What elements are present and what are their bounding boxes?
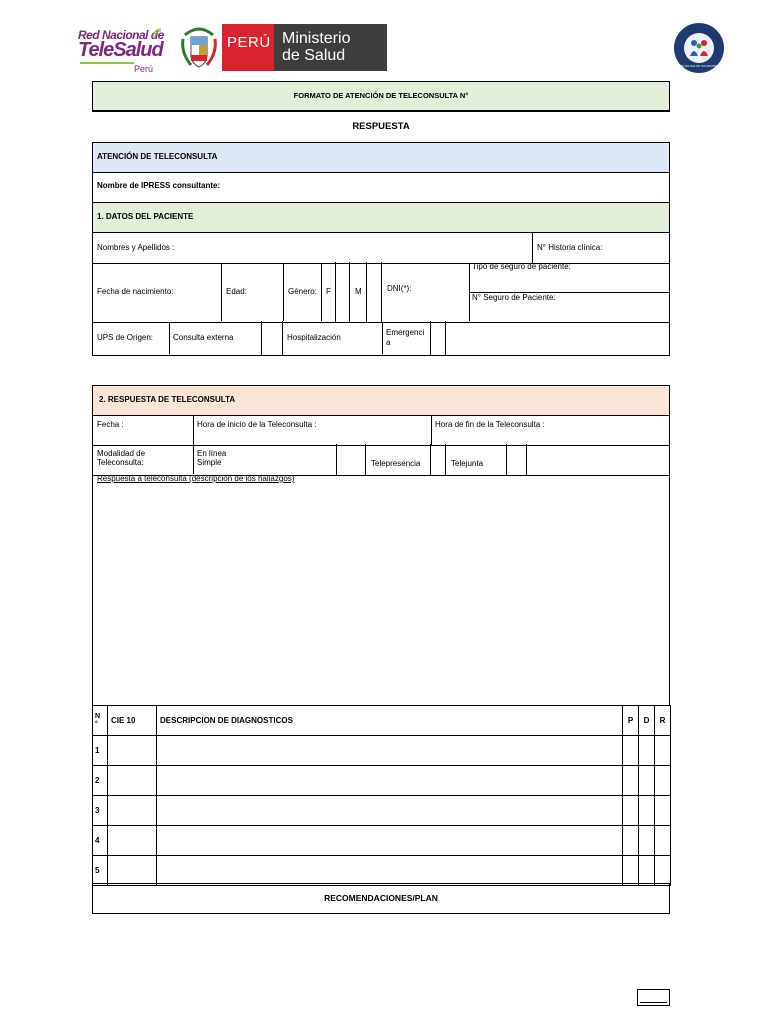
cie-cell[interactable] (108, 826, 157, 856)
r-cell[interactable] (655, 766, 671, 796)
p-cell[interactable] (623, 796, 639, 826)
seal-people-icon (688, 38, 710, 58)
ups-label: UPS de Origen: (97, 333, 154, 342)
col-n-1: N (95, 712, 101, 720)
table-row (93, 766, 671, 796)
en-linea-label-1: En línea (197, 449, 227, 458)
genero-label: Género: (288, 287, 317, 296)
nacimiento-row (92, 263, 670, 323)
telepresencia-label: Telepresencia (371, 459, 421, 468)
col-p: P (623, 706, 639, 736)
emergencia-label-2: a (386, 338, 391, 347)
paciente-header (92, 202, 670, 233)
emergencia-label-1: Emergenci (386, 328, 425, 337)
peru-brand-label: PERÚ (227, 34, 271, 51)
recomendaciones-row (92, 883, 670, 914)
tipo-seguro-label: Tipo de seguro de paciente: (472, 262, 571, 271)
p-cell[interactable] (623, 826, 639, 856)
genero-m-label: M (355, 287, 362, 296)
row-number: 3 (93, 796, 108, 826)
en-linea-label-2: Simple (197, 458, 222, 467)
row-number: 2 (93, 766, 108, 796)
cie-cell[interactable] (108, 766, 157, 796)
form-title: FORMATO DE ATENCIÓN DE TELECONSULTA N° (293, 91, 469, 100)
r-cell[interactable] (655, 796, 671, 826)
desc-cell[interactable] (157, 736, 623, 766)
col-n-2: ° (95, 720, 98, 728)
telesalud-logo-line2: TeleSalud (78, 39, 163, 61)
r-cell[interactable] (655, 736, 671, 766)
historia-label: N° Historia clínica: (537, 243, 603, 252)
emergencia-checkbox[interactable] (430, 321, 446, 355)
fecha-row (92, 415, 670, 446)
p-cell[interactable] (623, 856, 639, 886)
peru-brand-block (222, 24, 274, 71)
hospitalizacion-label: Hospitalización (287, 333, 341, 342)
telesalud-logo-line1: Red Nacional de (78, 28, 164, 42)
table-row (93, 736, 671, 766)
col-r: R (655, 706, 671, 736)
diagnosticos-header-row (93, 706, 671, 736)
d-cell[interactable] (639, 736, 655, 766)
en-linea-checkbox[interactable] (336, 444, 366, 475)
desc-cell[interactable] (157, 766, 623, 796)
respuesta-header-label: 2. RESPUESTA DE TELECONSULTA (99, 395, 236, 404)
atencion-header-label: ATENCIÓN DE TELECONSULTA (97, 152, 218, 161)
p-cell[interactable] (623, 736, 639, 766)
consulta-externa-checkbox[interactable] (261, 321, 283, 355)
d-cell[interactable] (639, 796, 655, 826)
telepresencia-checkbox[interactable] (430, 444, 446, 475)
minsa-brand-block (274, 24, 387, 71)
fecha-nac-label: Fecha de nacimiento: (97, 287, 174, 296)
num-seguro-label: N° Seguro de Paciente: (472, 293, 556, 302)
cie-cell[interactable] (108, 856, 157, 886)
row-number: 4 (93, 826, 108, 856)
ups-row (92, 322, 670, 356)
r-cell[interactable] (655, 856, 671, 886)
fecha-label: Fecha : (97, 420, 124, 429)
telesalud-logo (78, 28, 164, 78)
consulta-externa-label: Consulta externa (173, 333, 234, 342)
d-cell[interactable] (639, 766, 655, 796)
desc-cell[interactable] (157, 826, 623, 856)
telesalud-underline (80, 62, 134, 64)
table-row (93, 796, 671, 826)
descripcion-area[interactable] (92, 475, 670, 706)
descripcion-label: Respuesta a teleconsulta (descripción de los hallazgos) (97, 474, 295, 483)
cie-cell[interactable] (108, 736, 157, 766)
telejunta-label: Telejunta (451, 459, 484, 468)
minsa-line2: de Salud (282, 47, 346, 64)
diagnosticos-table (92, 705, 671, 886)
modalidad-label-1: Modalidad de (97, 449, 146, 458)
red-salud-seal (674, 23, 744, 73)
ipress-row (92, 172, 670, 203)
respuesta-subtitle: RESPUESTA (352, 121, 410, 132)
hora-fin-label: Hora de fin de la Teleconsulta : (435, 420, 545, 429)
col-d: D (639, 706, 655, 736)
hora-inicio-label: Hora de inicio de la Teleconsulta : (197, 420, 317, 429)
peru-coat-of-arms-icon (179, 25, 219, 71)
dni-label: DNI(*): (387, 284, 412, 293)
signal-icon (152, 28, 162, 38)
d-cell[interactable] (639, 826, 655, 856)
ipress-label: Nombre de IPRESS consultante: (97, 181, 221, 190)
desc-cell[interactable] (157, 856, 623, 886)
col-n (93, 706, 108, 736)
genero-f-label: F (326, 287, 331, 296)
cie-cell[interactable] (108, 796, 157, 826)
genero-f-checkbox[interactable] (335, 262, 350, 322)
edad-label: Edad: (226, 287, 247, 296)
genero-m-checkbox[interactable] (366, 262, 382, 322)
telesalud-logo-line3: Perú (134, 64, 154, 74)
desc-cell[interactable] (157, 796, 623, 826)
recomendaciones-label: RECOMENDACIONES/PLAN (324, 893, 438, 903)
col-cie: CIE 10 (108, 706, 157, 736)
atencion-header (92, 142, 670, 173)
nombres-label: Nombres y Apellidos : (97, 243, 175, 252)
paciente-header-label: 1. DATOS DEL PACIENTE (97, 212, 194, 221)
col-desc: DESCRIPCION DE DIAGNOSTICOS (157, 706, 623, 736)
table-row (93, 856, 671, 886)
form-title-box (92, 81, 670, 112)
row-number: 1 (93, 736, 108, 766)
row-number: 5 (93, 856, 108, 886)
telejunta-checkbox[interactable] (506, 444, 527, 475)
nombres-row (92, 232, 670, 264)
minsa-line1: Ministerio (282, 30, 351, 47)
page-number-box (637, 989, 670, 1006)
p-cell[interactable] (623, 766, 639, 796)
respuesta-header (92, 385, 670, 416)
r-cell[interactable] (655, 826, 671, 856)
table-row (93, 826, 671, 856)
modalidad-label-2: Teleconsulta: (97, 458, 144, 467)
seal-text: RED DE SALUD CHURCAMPA HUANCAVELICA (678, 64, 744, 68)
modalidad-row (92, 445, 670, 476)
d-cell[interactable] (639, 856, 655, 886)
